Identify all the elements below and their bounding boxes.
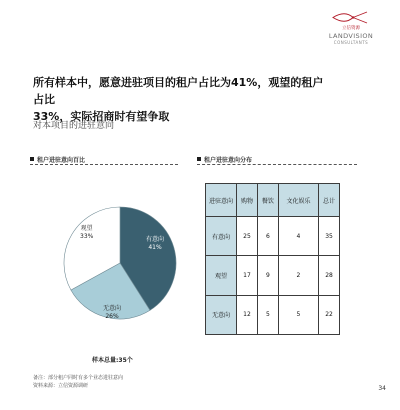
table-cell: 5 bbox=[278, 295, 318, 334]
footnote-note: 备注：部分租户同时有多个业态进驻意向 bbox=[33, 375, 124, 381]
table-panel-title bbox=[197, 154, 252, 164]
pie-panel-title-text: 租户进驻意向百比 bbox=[37, 156, 86, 164]
headline-line-2: 33%，实际招商时有望争取 bbox=[33, 110, 170, 123]
footnote bbox=[33, 374, 123, 390]
pie-label-no-intent bbox=[103, 305, 121, 321]
logo-tagline: 立信资源 bbox=[342, 26, 360, 31]
table-cell: 22 bbox=[319, 295, 340, 334]
table-row-header: 无意向 bbox=[206, 295, 237, 334]
table-header-row bbox=[206, 184, 340, 217]
table-cell: 25 bbox=[237, 217, 258, 256]
table-panel-title-text: 租户进驻意向分布 bbox=[204, 156, 253, 164]
table-cell: 17 bbox=[237, 256, 258, 295]
pie-slice-value: 41% bbox=[148, 244, 162, 251]
table-row bbox=[206, 256, 340, 295]
table-corner-header: 进驻意向 bbox=[206, 184, 237, 217]
company-logo bbox=[320, 10, 382, 45]
table-cell: 5 bbox=[257, 295, 278, 334]
table-cell: 6 bbox=[257, 217, 278, 256]
table-row-header: 有意向 bbox=[206, 217, 237, 256]
logo-consultants: CONSULTANTS bbox=[333, 40, 369, 45]
table-row-header: 观望 bbox=[206, 256, 237, 295]
headline-line-1: 所有样本中，愿意进驻项目的租户占比为41%，观望的租户占比 bbox=[33, 76, 324, 106]
bullet-icon bbox=[30, 157, 34, 161]
pie-slice-label: 无意向 bbox=[103, 305, 122, 312]
sample-total: 样本总量:35个 bbox=[92, 357, 133, 364]
pie-label-intent bbox=[146, 236, 164, 252]
pie-slice-value: 33% bbox=[80, 233, 94, 240]
intent-distribution-table bbox=[205, 183, 340, 335]
table-cell: 35 bbox=[319, 217, 340, 256]
table-column-header: 文化娱乐 bbox=[278, 184, 318, 217]
footnote-source: 资料来源：立信资源调研 bbox=[33, 383, 89, 389]
table-column-header: 餐饮 bbox=[257, 184, 278, 217]
logo-mark-icon bbox=[329, 10, 373, 25]
page-number: 34 bbox=[378, 385, 386, 392]
table-row bbox=[206, 295, 340, 334]
pie-slice-value: 26% bbox=[105, 313, 119, 320]
logo-brand: LANDVISION bbox=[328, 32, 374, 40]
slide-subtitle: 对本项目的进驻意向 bbox=[33, 121, 115, 131]
table-panel-divider bbox=[197, 164, 357, 165]
table-cell: 12 bbox=[237, 295, 258, 334]
pie-slice-label: 有意向 bbox=[146, 236, 165, 243]
table-column-header: 总计 bbox=[319, 184, 340, 217]
table-cell: 9 bbox=[257, 256, 278, 295]
table-column-header: 购物 bbox=[237, 184, 258, 217]
table-cell: 2 bbox=[278, 256, 318, 295]
table-cell: 4 bbox=[278, 217, 318, 256]
table-cell: 28 bbox=[319, 256, 340, 295]
pie-slice-label: 观望 bbox=[80, 225, 93, 232]
pie-label-wait bbox=[80, 225, 93, 241]
bullet-icon bbox=[197, 157, 201, 161]
table-row bbox=[206, 217, 340, 256]
